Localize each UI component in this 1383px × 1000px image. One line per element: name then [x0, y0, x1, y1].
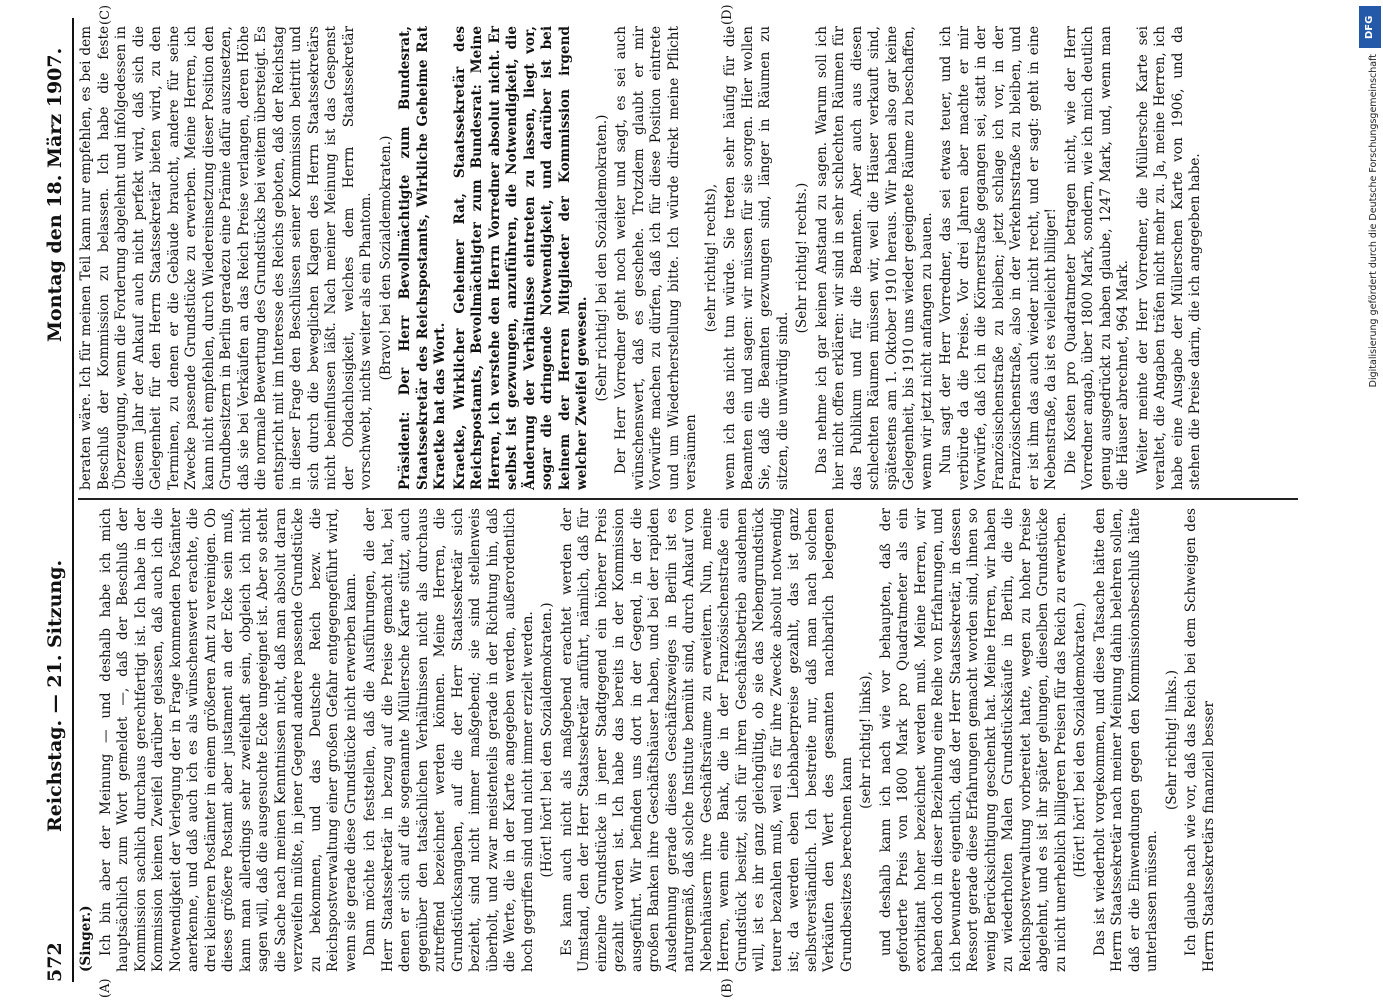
session-title: Reichstag. — 21. Sitzung. [44, 559, 66, 832]
dfg-logo: DFG [1359, 6, 1381, 48]
paragraph: Dann möchte ich feststellen, daß die Ausführungen, die der Herr Staatssekretär in bezug auf die Preise gemacht hat, bei denen er sich auf die sogenannte Müllersche Karte stützt, auch gegenüber den tatsächlichen Verhältnissen nicht als durchaus zutreffend bezeichnet werden können. Meine Herren, die Grundstücksangaben, auf die der Herr Staatssekretär sich bezieht, sind nicht immer maßgebend; sie sind stellenweis überholt, und zwar meistenteils gerade in der Richtung hin, daß die Werte, die in der Karte angegeben werden, außerordentlich hoch gegriffen sind und nicht immer erzielt werden. [362, 508, 536, 972]
left-column [78, 508, 1220, 972]
paragraph: Nun sagt der Herr Vorredner, das sei etwas teuer, und ich verbürde da die Preise. Vor drei Jahren aber machte er mir Vorwürfe, daß ich in die Körnerstraße gegangen sei, statt in der Französischenstraße zu bleiben; jetzt schlage ich vor, in der Französischenstraße, also in der Verkehrsstraße zu bleiben, und er ist ihm das auch wieder nicht recht, und er sagt: geht in eine Nebenstraße, da ist es vielleicht billiger! [938, 26, 1059, 490]
paragraph: Das ist wiederholt vorgekommen, und diese Tatsache hätte den Herrn Staatssekretär nach meiner Meinung dahin belehren sollen, daß er die Einwendungen gegen den Kommissionsbeschluß hätte unterlassen müssen. [1091, 508, 1160, 972]
paragraph: Der Herr Vorredner geht noch weiter und sagt, es sei auch wünschenswert, daß es geschehe. Trotzdem glaubt er mir Vorwürfe machen zu dürfen, daß ich für diese Position eintrete und um Wiederherstellung bitte. Ich würde direkt meine Pflicht versäumen [613, 26, 699, 490]
paragraph: wenn ich das nicht tun würde. Sie treten sehr häufig für die Beamten ein und sagen: wir müssen für sie sorgen. Hier wollen Sie, daß die Beamten gezwungen sind, länger in Räumen zu sitzen, die unwürdig sind. [722, 26, 791, 490]
interjection: (Sehr richtig! rechts.) [794, 182, 810, 334]
speaker-line: Präsident: Der Herr Bevollmächtigte zum Bundesrat, Staatssekretär des Reichspostamts, Wirkliche Geheime Rat Kraetke hat das Wort. [397, 26, 448, 490]
margin-letter-b: (B) [720, 978, 735, 998]
margin-letter-c: (C) [98, 4, 113, 25]
paragraph: Weiter meinte der Herr Vorredner, die Müllersche Karte sei veraltet, die Angaben träfen nicht mehr zu. Ja, meine Herren, ich habe eine Ausgabe der Müllerschen Karte von 1906, und da stehen die Preise darin, die ich angegeben habe. [1134, 26, 1203, 490]
paragraph: Ich glaube nach wie vor, daß das Reich bei dem Schweigen des Herrn Staatssekretärs finanziell besser [1183, 508, 1217, 972]
page-header [40, 18, 70, 982]
digitization-note: Digitalisierung gefördert durch die Deutsche Forschungsgemeinschaft [1368, 54, 1379, 388]
paragraph: Die Kosten pro Quadratmeter betragen nicht, wie der Herr Vorredner angab, über 1800 Mark, sondern, wie ich mich deutlich genug ausgedrückt zu haben glaube, 1247 Mark, und, wenn man die Häuser abrechnet, 964 Mark. [1062, 26, 1131, 490]
interjection: (Sehr richtig! links.) [1163, 669, 1180, 811]
page-number: 572 [44, 942, 66, 982]
paragraph: Es kann auch nicht als maßgebend erachtet werden der Umstand, den der Herr Staatssekretär anführt, nämlich, daß für einzelne Grundstücke in jener Stadtgegend ein höherer Preis gezahlt worden ist. Ich habe das bereits in der Kommission ausgeführt. Wir befinden uns dort in der Gegend, in der die großen Banken ihre Geschäftshäuser haben, und bei der rapiden Ausdehnung gerade dieses Geschäftszweiges in Berlin ist es naturgemäß, daß solche Institute bemüht sind, durch Ankauf von Nebenhäusern ihre Geschäftsräume zu erweitern. Nun, meine Herren, wenn eine Bank, die in der Französischenstraße ein Grundstück besitzt, sich für ihren Geschäftsbetrieb ausdehnen will, ist es ihr ganz gleichgültig, ob sie das Nebengrundstück teurer bezahlen muß, weil es für ihre Zwecke absolut notwendig ist; da werden eben Liebhaberpreise gezahlt, das ist ganz selbstverständlich. Ich bestreite nur, daß man nach solchen Verkäufen den Wert des gesamten nachbarlich belegenen Grundbesitzes berechnen kann [558, 508, 855, 972]
paragraph: und deshalb kann ich nach wie vor behaupten, daß der geforderte Preis von 1800 Mark pro Quadratmeter als ein exorbitant hoher bezeichnet werden muß. Meine Herren, wir haben doch in dieser Beziehung eine Reihe von Erfahrungen, und ich bewundere eigentlich, daß der Herr Staatssekretär, in dessen Ressort gerade diese Erfahrungen gemacht worden sind, ihnen so wenig Berücksichtigung geschenkt hat. Meine Herren, wir haben zu wiederholten Malen Grundstückskäufe in Berlin, die die Reichspostverwaltung vorbereitet hatte, wegen zu hoher Preise abgelehnt, und es ist ihr später gelungen, dieselben Grundstücke zu nicht unerheblich billigeren Preisen für das Reich zu erwerben. [877, 508, 1069, 972]
session-date: Montag den 18. März 1907. [44, 47, 66, 342]
interjection: (Sehr richtig! bei den Sozialdemokraten.) [593, 114, 610, 402]
paragraph: beraten wäre. Ich für meinen Teil kann nur empfehlen, es bei dem Beschluß der Kommission zu belassen. Ich habe die feste Überzeugung, wenn die Forderung abgelehnt und infolgedessen in diesem Jahr der Ankauf auch nicht perfekt wird, daß sich die Gelegenheit für den Herrn Staatssekretär bieten wird, zu den Terminen, zu denen er die Gebäude braucht, andere für seine Zwecke passende Grundstücke zu erwerben. Meine Herren, ich kann nicht empfehlen, durch Wiedereinsetzung dieser Position den Grundbesitzern in Berlin geradezu eine Prämie dafür auszusetzen, daß sie bei Verkäufen an das Reich Preise verlangen, deren Höhe die normale Bewertung des Grundstücks bei weitem übersteigt. Es entspricht mit im Interesse des Reichs geboten, daß der Reichstag in dieser Frage den Beschlüssen seiner Kommission beitritt und sich durch die beweglichen Klagen des Herrn Staatssekretärs nicht beeinflussen läßt. Nach meiner Meinung ist das Gespenst der Obdachlosigkeit, welches dem Herrn Staatssekretär vorschwebt, nichts weiter als ein Phantom. [78, 26, 374, 490]
interjection: (Hört! hört! bei den Sozialdemokraten.) [1072, 602, 1088, 878]
speaker-line: (Singer.) [78, 905, 94, 972]
paragraph: Ich bin aber der Meinung — und deshalb habe ich mich hauptsächlich zum Wort gemeldet —, daß der Beschluß der Kommission sachlich durchaus gerechtfertigt ist. Ich habe in der Kommission keinen Zweifel darüber gelassen, daß auch ich die Notwendigkeit der Verlegung der in Frage kommenden Postämter anerkenne, und daß auch ich es als wünschenswert erachte, die drei kleineren Postämter in einem größeren Amt zu vereinigen. Ob dieses größere Postamt aber justament an der Ecke sein muß, kann man allerdings sehr zweifelhaft sein, obgleich ich nicht sagen will, daß die ausgesuchte Ecke ungeeignet ist. Aber so steht die Sache nach meinen Kenntnissen nicht, daß man absolut daran verzweifeln müßte, in jener Gegend andere passende Grundstücke zu bekommen, und das Deutsche Reich bezw. die Reichspostverwaltung einer großen Gefahr entgegengeführt wird, wenn sie gerade diese Grundstücke nicht erwerben kann. [97, 508, 359, 972]
interjection: (sehr richtig! links), [858, 671, 874, 809]
interjection: (Hört! hört! bei den Sozialdemokraten.) [539, 602, 555, 878]
right-column [78, 26, 1207, 490]
paragraph: Das nehme ich gar keinen Anstand zu sagen. Warum soll ich hier nicht offen erklären: wir sind in sehr schlechten Räumen für das Publikum und für die Beamten. Aber auch aus diesen schlechten Räumen müssen wir, weil die Häuser verkauft sind, spätestens am 1. Oktober 1910 heraus. Wir haben also gar keine Gelegenheit, bis 1910 uns wieder geeignete Räume zu beschaffen, wenn wir jetzt nicht anfangen zu bauen. [813, 26, 935, 490]
interjection: (sehr richtig! rechts), [702, 183, 719, 333]
interjection: (Bravo! bei den Sozialdemokraten.) [377, 135, 394, 381]
margin-letter-a: (A) [98, 978, 113, 998]
header-rule [72, 18, 74, 982]
speaker-line: Kraetke, Wirklicher Geheimer Rat, Staatssekretär des Reichspostamts, Bevollmächtigter zum Bundesrat: Meine Herren, ich verstehe den Herrn Vorredner absolut nicht. Er selbst ist gezwungen, anzuführen, die Notwendigkeit, die Änderung der Verhältnisse eintreten zu lassen, liegt vor, sogar die dringende Notwendigkeit, und darüber ist bei keinem der Herren Mitglieder der Kommission irgend welcher Zweifel gewesen. [451, 26, 590, 490]
column-divider [78, 499, 1298, 501]
margin-letter-d: (D) [720, 4, 735, 25]
